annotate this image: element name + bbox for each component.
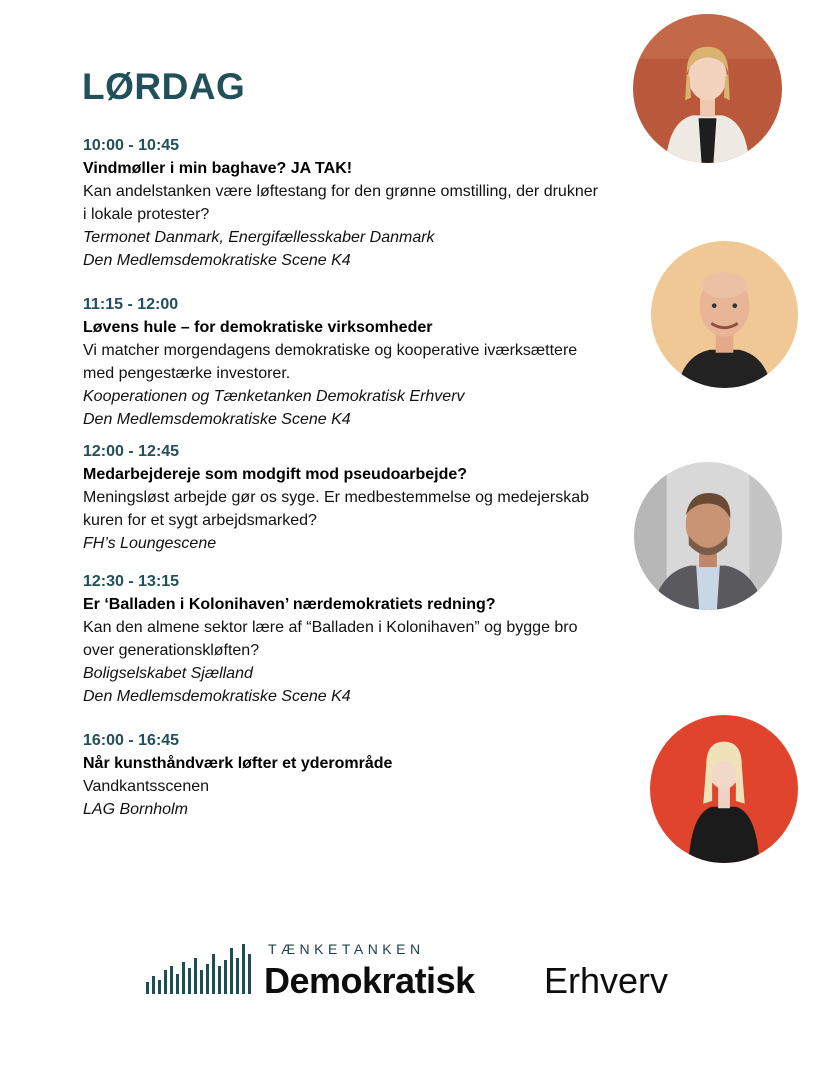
session-title: Når kunsthåndværk løfter et yderområde bbox=[83, 755, 393, 772]
logo-wordmark-light: Erhverv bbox=[544, 960, 669, 1001]
session-venue: Den Medlemsdemokratiske Scene K4 bbox=[83, 688, 351, 705]
session-description: Kan andelstanken være løftestang for den grønne omstilling, der drukner i lokale protester? bbox=[83, 183, 598, 223]
session-description: Vi matcher morgendagens demokratiske og kooperative iværksættere med pengestærke investorer. bbox=[83, 342, 578, 382]
speaker-photo-3 bbox=[634, 462, 782, 610]
session-item bbox=[83, 293, 628, 431]
session-title: Vindmøller i min baghave? JA TAK! bbox=[83, 160, 353, 177]
session-organizer: Termonet Danmark, Energifællesskaber Danmark bbox=[83, 229, 435, 246]
session-title: Løvens hule – for demokratiske virksomheder bbox=[83, 319, 433, 336]
page-title: LØRDAG bbox=[82, 66, 246, 107]
session-item bbox=[83, 440, 628, 555]
session-time: 11:15 - 12:00 bbox=[83, 296, 179, 313]
logo-bars-icon bbox=[146, 940, 258, 996]
session-organizer: LAG Bornholm bbox=[83, 801, 188, 818]
session-item bbox=[83, 729, 628, 821]
session-organizer: Kooperationen og Tænketanken Demokratisk Erhverv bbox=[83, 388, 465, 405]
organization-logo bbox=[146, 940, 686, 1000]
session-venue: FH’s Loungescene bbox=[83, 535, 217, 552]
session-description: Kan den almene sektor lære af “Balladen i Kolonihaven” og bygge bro over generationskløften? bbox=[83, 619, 578, 659]
speaker-photo-4 bbox=[650, 715, 798, 863]
session-title: Medarbejdereje som modgift mod pseudoarbejde? bbox=[83, 466, 468, 483]
session-item bbox=[83, 570, 628, 708]
session-venue: Den Medlemsdemokratiske Scene K4 bbox=[83, 252, 351, 269]
session-item bbox=[83, 134, 628, 272]
session-time: 12:30 - 13:15 bbox=[83, 573, 180, 590]
session-time: 16:00 - 16:45 bbox=[83, 732, 180, 749]
speaker-photo-1 bbox=[633, 14, 782, 163]
session-time: 10:00 - 10:45 bbox=[83, 137, 180, 154]
session-time: 12:00 - 12:45 bbox=[83, 443, 180, 460]
logo-subtitle: TÆNKETANKEN bbox=[268, 941, 425, 957]
session-description: Vandkantsscenen bbox=[83, 778, 210, 795]
logo-wordmark-bold: Demokratisk bbox=[264, 960, 475, 1001]
session-title: Er ‘Balladen i Kolonihaven’ nærdemokratiets redning? bbox=[83, 596, 496, 613]
speaker-photo-2 bbox=[651, 241, 798, 388]
session-organizer: Boligselskabet Sjælland bbox=[83, 665, 253, 682]
session-description: Meningsløst arbejde gør os syge. Er medbestemmelse og medejerskab kuren for et sygt arbejdsmarked? bbox=[83, 489, 589, 529]
session-venue: Den Medlemsdemokratiske Scene K4 bbox=[83, 411, 351, 428]
